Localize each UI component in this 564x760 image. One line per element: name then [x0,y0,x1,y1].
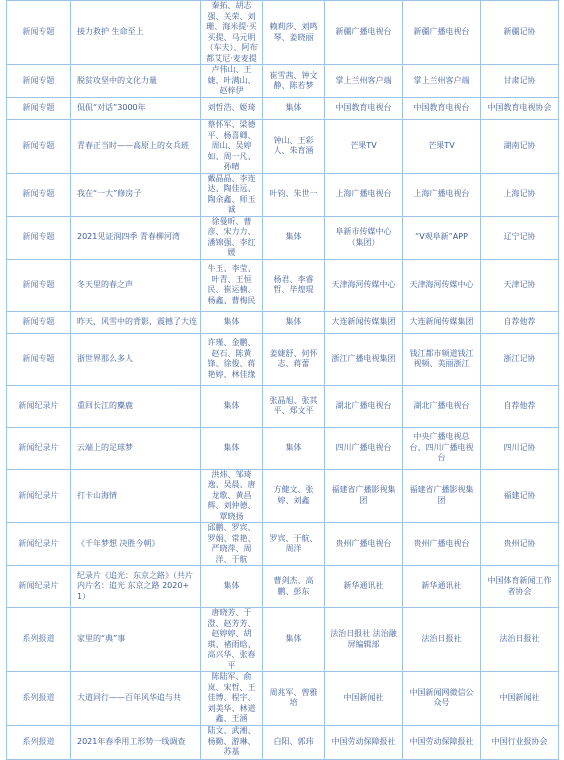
cell-editors: 白阳、郭玮 [263,725,325,759]
table-row [7,65,559,98]
cell-category: 新闻专题 [7,120,71,174]
cell-platform: “V观阜新”APP [403,216,481,259]
table-row [7,385,559,427]
award-table [6,0,559,760]
cell-platform: 新华通讯社 [403,566,481,608]
cell-platform: 大连新闻传媒集团 [403,311,481,333]
cell-recommender: 辽宁记协 [481,216,559,259]
cell-title: 《千年梦想 决胜今朝》 [71,523,201,566]
cell-category: 新闻纪录片 [7,566,71,608]
cell-editors: 崔雪茜、钟文静、陈若梦 [263,65,325,98]
cell-category: 新闻专题 [7,216,71,259]
cell-editors: 杨君、李睿哲、毕煌琨 [263,259,325,311]
table-row [7,259,559,311]
cell-platform: 中国劳动保障报社 [403,725,481,759]
cell-category: 新闻纪录片 [7,385,71,427]
cell-category: 系列报道 [7,725,71,759]
cell-publisher: 上海广播电视台 [325,173,403,216]
cell-title: 大道同行——百年风华追与共 [71,672,201,726]
cell-platform: 中央广播电视总台、四川广播电视台 [403,427,481,469]
cell-creators: 陆文、武湘、杨勤、游琳、苏基 [201,725,263,759]
cell-recommender: 甘肃记协 [481,65,559,98]
cell-category: 系列报道 [7,608,71,672]
cell-creators: 刘哲浩、姬琦 [201,98,263,120]
cell-platform: 湖北广播电视台 [403,385,481,427]
table-row [7,672,559,726]
cell-publisher: 掌上兰州客户端 [325,65,403,98]
cell-publisher: 贵州广播电视台 [325,523,403,566]
cell-title: 家里的“典”事 [71,608,201,672]
cell-category: 新闻专题 [7,1,71,65]
cell-creators: 陈陆军、俞岚、宋哲、王佳博、程宇、刘美华、林道鑫、王涵 [201,672,263,726]
cell-title: 浙世界那么多人 [71,333,201,385]
award-table-body [7,1,559,760]
table-row [7,608,559,672]
cell-editors: 方健文、张婷、刘鑫 [263,469,325,523]
cell-recommender: 上海记协 [481,173,559,216]
cell-platform: 掌上兰州客户端 [403,65,481,98]
table-row [7,523,559,566]
cell-category: 新闻纪录片 [7,523,71,566]
cell-publisher: 大连新闻传媒集团 [325,311,403,333]
cell-platform: 中国教育电视台 [403,98,481,120]
table-row [7,333,559,385]
cell-category: 新闻专题 [7,65,71,98]
cell-recommender: 贵州记协 [481,523,559,566]
cell-creators: 邱鹏、罗宾、罗娟、常艳、严晓萍、周洋、于航 [201,523,263,566]
cell-creators: 集体 [201,385,263,427]
cell-editors: 张晶旭、张其平、郑文平 [263,385,325,427]
table-row [7,469,559,523]
table-row [7,1,559,65]
table-row [7,725,559,759]
cell-creators: 牛玉、李莹、叶青、王恒民、崔运楠、杨鑫、曹梅民 [201,259,263,311]
cell-creators: 集体 [201,311,263,333]
cell-editors: 叶钧、朱世一 [263,173,325,216]
cell-recommender: 新疆记协 [481,1,559,65]
cell-platform: 新疆广播电视台 [403,1,481,65]
cell-publisher: 福建省广播影视集团 [325,469,403,523]
table-row [7,98,559,120]
cell-category: 新闻纪录片 [7,469,71,523]
table-row [7,216,559,259]
table-row [7,427,559,469]
cell-recommender: 四川记协 [481,427,559,469]
cell-recommender: 自荐他荐 [481,385,559,427]
cell-category: 新闻专题 [7,173,71,216]
cell-publisher: 阜新市传媒中心（集团） [325,216,403,259]
cell-publisher: 新华通讯社 [325,566,403,608]
cell-creators: 集体 [201,427,263,469]
cell-title: 冬天里的春之声 [71,259,201,311]
cell-recommender: 浙江记协 [481,333,559,385]
cell-category: 系列报道 [7,672,71,726]
cell-recommender: 天津记协 [481,259,559,311]
cell-recommender: 中国行业报协会 [481,725,559,759]
cell-recommender: 福建记协 [481,469,559,523]
cell-title: 打卡山海情 [71,469,201,523]
cell-publisher: 中国教育电视台 [325,98,403,120]
cell-platform: 贵州广播电视台 [403,523,481,566]
cell-title: 青春正当时——高原上的女兵班 [71,120,201,174]
cell-recommender: 中国体育新闻工作者协会 [481,566,559,608]
cell-creators: 秦拓、胡志强、关荣、刘珊、海米提·买买提、马元明（车夫）、阿布都艾尼·麦麦提 [201,1,263,65]
cell-recommender: 湖南记协 [481,120,559,174]
cell-editors: 集体 [263,608,325,672]
cell-recommender: 中国教育电视协会 [481,98,559,120]
cell-editors: 周兆军、曾雅培 [263,672,325,726]
cell-editors: 集体 [263,216,325,259]
cell-publisher: 天津海河传媒中心 [325,259,403,311]
cell-title: 重回长江的麋鹿 [71,385,201,427]
cell-publisher: 四川广播电视台 [325,427,403,469]
cell-title: 2021年春季用工形势一线调查 [71,725,201,759]
cell-platform: 中国新闻网微信公众号 [403,672,481,726]
cell-creators: 卢伟山、王婕、叶满山、赵梓伊 [201,65,263,98]
cell-title: 侃侃“对话”3000年 [71,98,201,120]
cell-publisher: 法治日报社 法治融屏编辑部 [325,608,403,672]
cell-editors: 赖莉莎、刘鸣琴、姜晓丽 [263,1,325,65]
cell-category: 新闻专题 [7,333,71,385]
cell-title: 脱贫攻坚中的文化力量 [71,65,201,98]
cell-platform: 钱江都市频道钱江视频、美丽浙江 [403,333,481,385]
table-row [7,173,559,216]
cell-publisher: 中国劳动保障报社 [325,725,403,759]
cell-platform: 芒果TV [403,120,481,174]
cell-title: 云端上的足球梦 [71,427,201,469]
cell-editors: 集体 [263,427,325,469]
cell-editors: 集体 [263,98,325,120]
cell-creators: 戴晶晶、李连达、陶佳远、陶余鑫、师玉诚 [201,173,263,216]
cell-platform: 法治日报社 [403,608,481,672]
cell-recommender: 中国新闻社 [481,672,559,726]
cell-title: 2021见证润四季 青春柳河湾 [71,216,201,259]
cell-publisher: 芒果TV [325,120,403,174]
cell-platform: 天津海河传媒中心 [403,259,481,311]
table-row [7,120,559,174]
cell-title: 纪录片《追光：东京之路》（共片内片名：追光 东京之路 2020+1） [71,566,201,608]
cell-publisher: 浙江广播电视集团 [325,333,403,385]
cell-editors: 集体 [263,311,325,333]
cell-title: 接力救护 生命至上 [71,1,201,65]
cell-publisher: 湖北广播电视台 [325,385,403,427]
cell-category: 新闻专题 [7,311,71,333]
cell-creators: 徐曼昕、曹彦、宋力力、潘锦强、李红媛 [201,216,263,259]
cell-category: 新闻专题 [7,259,71,311]
cell-platform: 福建省广播影视集团 [403,469,481,523]
cell-publisher: 新疆广播电视台 [325,1,403,65]
cell-recommender: 自荐他荐 [481,311,559,333]
cell-category: 新闻专题 [7,98,71,120]
cell-platform: 上海广播电视台 [403,173,481,216]
table-row [7,311,559,333]
table-row [7,566,559,608]
cell-creators: 蔡怀军、梁德平、杨喜卿、周山、吴婷如、周一凡、孙晴 [201,120,263,174]
cell-creators: 集体 [201,566,263,608]
cell-editors: 钟山、王彩人、朱育涵 [263,120,325,174]
cell-editors: 姜婕舒、何怀志、蒋蕾 [263,333,325,385]
cell-category: 新闻纪录片 [7,427,71,469]
cell-recommender: 法治日报社 [481,608,559,672]
cell-publisher: 中国新闻社 [325,672,403,726]
cell-creators: 唐晓芳、于澄、赵芳芳、赵婷婷、胡琪、褚雨晗、高兴华、张春平 [201,608,263,672]
cell-creators: 洪炜、邹琦逸、吴晨、唐龙歌、黄昌辉、刘仲德、覃晓扬 [201,469,263,523]
cell-editors: 曹剑杰、高鹏、彭东 [263,566,325,608]
cell-editors: 罗宾、于航、周洋 [263,523,325,566]
cell-title: 昨天，风雪中的背影，震撼了大连 [71,311,201,333]
cell-creators: 许瑾、金鹏、赵石、陈黄锋、徐俊、蒋艳婷、林佳缘 [201,333,263,385]
cell-title: 我在“一大”修房子 [71,173,201,216]
